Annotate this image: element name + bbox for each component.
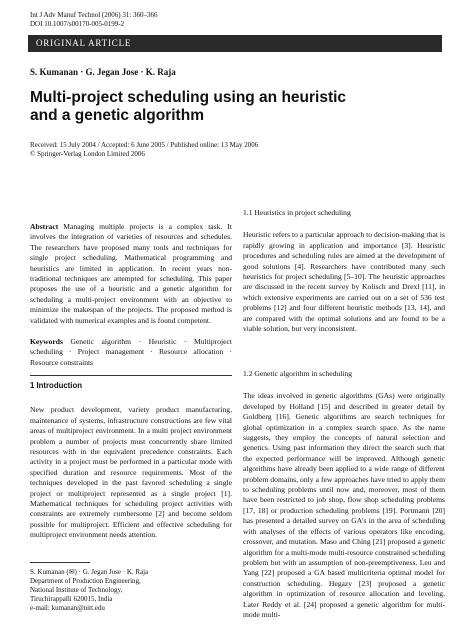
footnote-divider bbox=[30, 562, 90, 563]
abstract-label: Abstract bbox=[30, 222, 59, 231]
affiliation-email: e-mail: kumanan@nitt.edu bbox=[30, 604, 105, 612]
doi-line: DOI 10.1007/s00170-005-0199-2 bbox=[30, 20, 125, 28]
introduction-text: New product development, variety product manufacturing, maintenance of systems, infrastructure constructions are few vital areas of multiproject environment. In a multi project environment problem a number of projects must concurrently share limited resources with in the equivalent precedence constraints. Each activity in a project must be performed in a particular mode with specified duration and resource requirements. Most of the techniques developed in the past favored scheduling a single project or multiproject represented as a single project [1]. Mathematical techniques for scheduling project activities with constraints are extremely cumbersome [2] and become seldom possible for multiproject. Efficient and effective scheduling for multiproject environment needs attention. bbox=[30, 405, 232, 540]
author-list: S. Kumanan · G. Jegan Jose · K. Raja bbox=[30, 67, 176, 77]
section-1-2-text: The ideas involved in genetic algorithms (GAs) were originally developed by Holland [15] and described in greater detail by Goldberg [16]. Genetic algorithms are search techniques for global optimization in a complex search space. As the name suggests, they employ the concepts of natural selection and genetics. Using past information they direct the search such that the expected performance will be improved. Although genetic algorithms have already been applied to a wide range of different problem domains, only a few approaches have tried to apply them to scheduling problems until now and, moreover, most of them have been restricted to job shop, flow shop scheduling problems [17, 18] or production scheduling problems [19]. Portmann [20] has presented a detailed survey on GA's in the area of scheduling with analyses of the effects of various operators like encoding, crossover, and mutation. Maso and Ching [21] proposed a genetic algorithm for a multi-mode multi-resource constrained scheduling problem but with an assumption of non-preemptiveness. Leu and Yang [22] proposed a GA based multicriteria optimal model for construction scheduling. Hegazy [23] proposed a genetic algorithm in optimization of resource allocation and leveling. Later Reddy et al. [24] proposed a genetic algorithm for multi-mode multi- bbox=[243, 391, 445, 619]
affiliation-city: Tiruchirappalli 620015, India bbox=[30, 595, 113, 603]
copyright: © Springer-Verlag London Limited 2006 bbox=[30, 150, 145, 158]
article-type-band bbox=[28, 35, 442, 52]
journal-citation bbox=[30, 11, 158, 29]
abstract-block bbox=[30, 222, 232, 326]
section-divider bbox=[30, 375, 232, 376]
section-1-2 bbox=[243, 369, 445, 620]
section-1-1-text: Heuristic refers to a particular approach to decision-making that is rapidly growing in application and importance [3]. Heuristic procedures and scheduling rules are aimed at the development of good solutions [4]. Researchers have contributed many such heuristics for project scheduling [5–10]. The heuristic approaches are discussed in the recent survey by Kolisch and Drexl [11], in which extensive experiments are carried out on a set of 536 test problems [12] and four different heuristic methods [13, 14], and are compared with the optimal solutions and are found to be a viable solution, but very inconsistent. bbox=[243, 230, 445, 334]
introduction-heading: 1 Introduction bbox=[30, 381, 82, 390]
section-1-2-heading: 1.2 Genetic algorithm in scheduling bbox=[243, 369, 353, 378]
abstract-text: Managing multiple projects is a complex task. It involves the integration of varieties of resources and schedules. The researchers have proposed many tools and techniques for single project scheduling. Mathematical programming and heuristics are limited in application. In recent years non-traditional techniques are attempted for scheduling. This paper proposes the use of a heuristic and a genetic algorithm for scheduling a multi-project environment with an objective to minimize the makespan of the projects. The proposed method is validated with numerical examples and is found competent. bbox=[30, 222, 232, 325]
affiliation-department: Department of Production Engineering, bbox=[30, 577, 141, 585]
keywords-block bbox=[30, 337, 232, 368]
affiliation-institute: National Institute of Technology, bbox=[30, 586, 123, 594]
article-type-label: ORIGINAL ARTICLE bbox=[36, 38, 132, 48]
title-line-1: Multi-project scheduling using an heuristic bbox=[30, 89, 347, 106]
section-1-1 bbox=[243, 208, 445, 334]
introduction-section bbox=[30, 381, 232, 541]
publication-history bbox=[30, 141, 258, 159]
keywords-text: Genetic algorithm · Heuristic · Multiproject scheduling · Project management · Resource allocation · Resource constraints bbox=[30, 337, 232, 367]
author-affiliation bbox=[30, 568, 232, 613]
journal-line: Int J Adv Manuf Technol (2006) 31: 360–366 bbox=[30, 11, 158, 19]
section-1-1-heading: 1.1 Heuristics in project scheduling bbox=[243, 208, 351, 217]
affiliation-names: S. Kumanan (✉) · G. Jegan Jose · K. Raja bbox=[30, 568, 149, 576]
paper-title bbox=[30, 89, 450, 125]
title-line-2: and a genetic algorithm bbox=[30, 107, 204, 124]
keywords-label: Keywords bbox=[30, 337, 63, 346]
history-dates: Received: 15 July 2004 / Accepted: 6 June 2005 / Published online: 13 May 2006 bbox=[30, 141, 259, 149]
